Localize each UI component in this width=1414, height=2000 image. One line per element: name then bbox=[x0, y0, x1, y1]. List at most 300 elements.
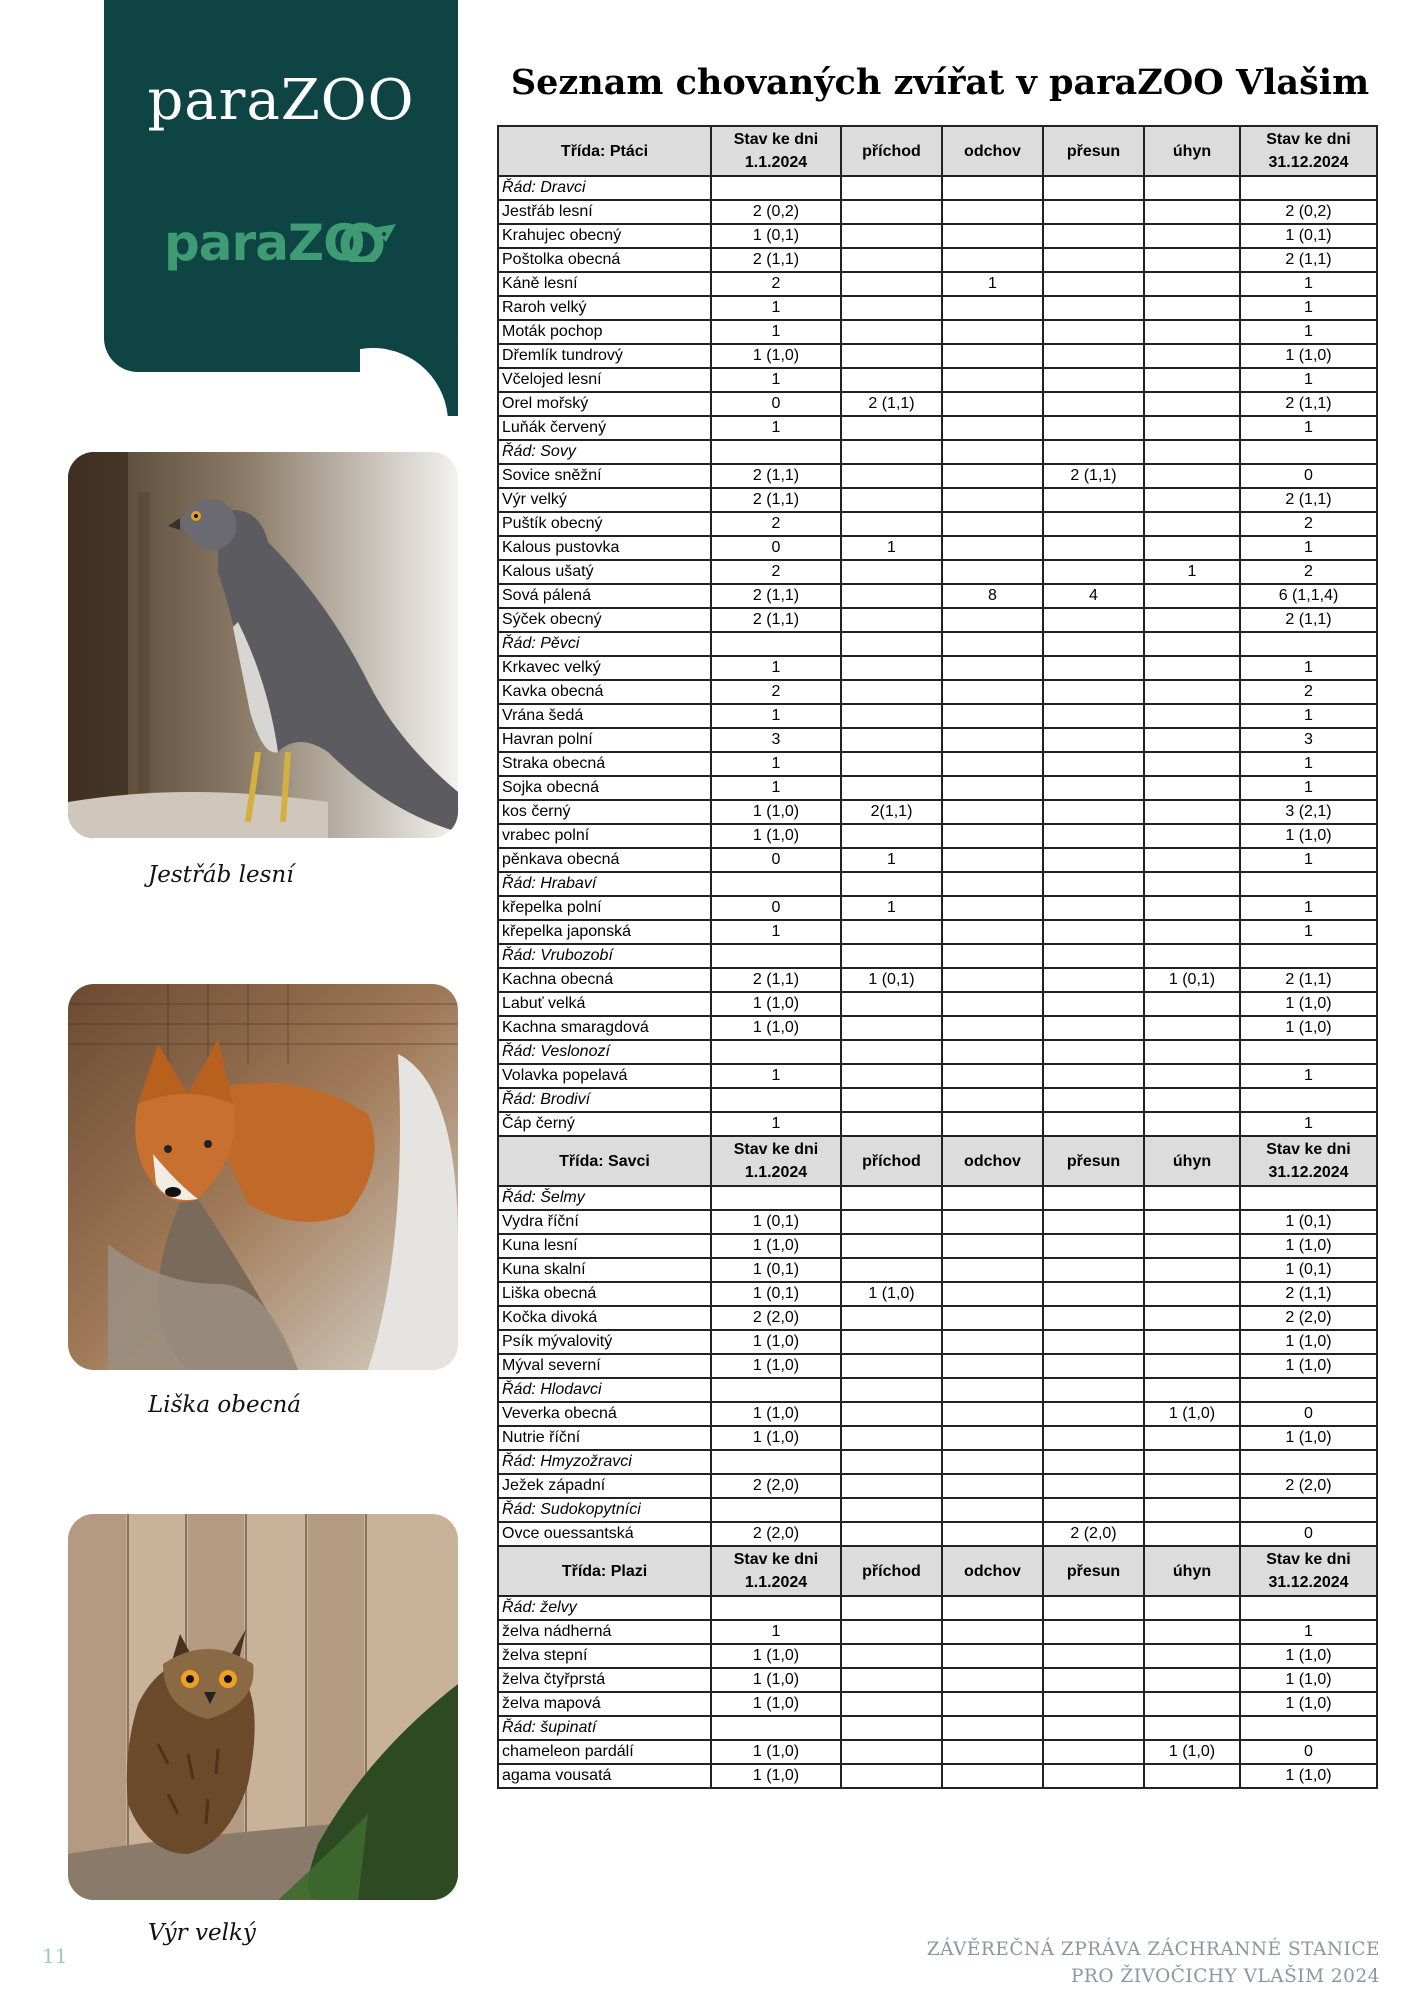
empty-cell bbox=[1144, 1716, 1240, 1740]
count-cell: 1 (1,0) bbox=[1240, 1354, 1377, 1378]
count-cell: 1 (1,0) bbox=[1240, 824, 1377, 848]
table-row bbox=[498, 1740, 1377, 1764]
count-cell bbox=[1043, 1112, 1144, 1136]
count-cell: 1 (1,0) bbox=[1240, 1426, 1377, 1450]
animal-name-cell: Vrána šedá bbox=[498, 704, 711, 728]
count-cell bbox=[1144, 1644, 1240, 1668]
count-cell: 1 bbox=[1240, 848, 1377, 872]
animal-name-cell: křepelka polní bbox=[498, 896, 711, 920]
count-cell bbox=[1043, 896, 1144, 920]
empty-cell bbox=[1043, 440, 1144, 464]
order-row bbox=[498, 176, 1377, 200]
order-name-cell: Řád: Pěvci bbox=[498, 632, 711, 656]
empty-cell bbox=[942, 1186, 1043, 1210]
brand-title: paraZOO bbox=[147, 68, 415, 133]
count-cell bbox=[1144, 680, 1240, 704]
count-cell: 0 bbox=[711, 392, 841, 416]
count-cell bbox=[942, 368, 1043, 392]
count-cell bbox=[1043, 1234, 1144, 1258]
animal-name-cell: želva nádherná bbox=[498, 1620, 711, 1644]
empty-cell bbox=[841, 1040, 942, 1064]
table-row bbox=[498, 584, 1377, 608]
count-cell bbox=[1144, 824, 1240, 848]
count-cell bbox=[942, 224, 1043, 248]
count-cell bbox=[1144, 1258, 1240, 1282]
count-cell: 1 (1,0) bbox=[711, 1668, 841, 1692]
empty-cell bbox=[1240, 944, 1377, 968]
header-uhyn: úhyn bbox=[1144, 1546, 1240, 1596]
animal-name-cell: chameleon pardálí bbox=[498, 1740, 711, 1764]
count-cell: 1 (1,0) bbox=[841, 1282, 942, 1306]
count-cell bbox=[841, 1522, 942, 1546]
empty-cell bbox=[1240, 872, 1377, 896]
count-cell bbox=[1043, 752, 1144, 776]
count-cell: 1 bbox=[711, 1064, 841, 1088]
animal-name-cell: Čáp černý bbox=[498, 1112, 711, 1136]
eagle-owl-caption: Výr velký bbox=[148, 1920, 256, 1946]
empty-cell bbox=[1144, 1040, 1240, 1064]
table-row bbox=[498, 200, 1377, 224]
count-cell: 1 (1,0) bbox=[1144, 1402, 1240, 1426]
count-cell bbox=[1144, 1426, 1240, 1450]
count-cell bbox=[942, 536, 1043, 560]
animal-name-cell: Ježek západní bbox=[498, 1474, 711, 1498]
count-cell bbox=[1043, 1258, 1144, 1282]
order-name-cell: Řád: Hlodavci bbox=[498, 1378, 711, 1402]
count-cell bbox=[1144, 656, 1240, 680]
count-cell: 1 (1,0) bbox=[1240, 344, 1377, 368]
count-cell: 1 bbox=[1240, 896, 1377, 920]
count-cell: 2 (1,1) bbox=[1240, 248, 1377, 272]
count-cell: 4 bbox=[1043, 584, 1144, 608]
header-line: Stav ke dni bbox=[733, 131, 819, 148]
count-cell bbox=[1144, 512, 1240, 536]
table-row bbox=[498, 1354, 1377, 1378]
count-cell: 0 bbox=[1240, 1522, 1377, 1546]
count-cell: 1 (1,0) bbox=[711, 800, 841, 824]
empty-cell bbox=[1043, 1450, 1144, 1474]
empty-cell bbox=[1043, 1716, 1144, 1740]
animal-name-cell: Sovice sněžní bbox=[498, 464, 711, 488]
count-cell: 1 bbox=[1240, 1620, 1377, 1644]
count-cell: 3 (2,1) bbox=[1240, 800, 1377, 824]
order-name-cell: Řád: Vrubozobí bbox=[498, 944, 711, 968]
count-cell: 1 (0,1) bbox=[841, 968, 942, 992]
count-cell: 2 (2,0) bbox=[1043, 1522, 1144, 1546]
count-cell: 8 bbox=[942, 584, 1043, 608]
count-cell bbox=[942, 1306, 1043, 1330]
count-cell: 2 (1,1) bbox=[1240, 488, 1377, 512]
count-cell bbox=[1144, 368, 1240, 392]
header-stav-end bbox=[1240, 1136, 1377, 1186]
count-cell bbox=[1144, 704, 1240, 728]
count-cell bbox=[1144, 776, 1240, 800]
empty-cell bbox=[841, 1088, 942, 1112]
count-cell bbox=[1043, 200, 1144, 224]
animal-name-cell: Kachna obecná bbox=[498, 968, 711, 992]
count-cell: 0 bbox=[711, 848, 841, 872]
empty-cell bbox=[711, 1186, 841, 1210]
count-cell bbox=[841, 272, 942, 296]
table-row bbox=[498, 728, 1377, 752]
empty-cell bbox=[1144, 944, 1240, 968]
count-cell: 1 bbox=[711, 1620, 841, 1644]
order-name-cell: Řád: želvy bbox=[498, 1596, 711, 1620]
animal-name-cell: kos černý bbox=[498, 800, 711, 824]
count-cell: 1 bbox=[841, 896, 942, 920]
table-row bbox=[498, 224, 1377, 248]
count-cell: 1 (1,0) bbox=[1240, 1668, 1377, 1692]
empty-cell bbox=[1144, 440, 1240, 464]
count-cell bbox=[942, 800, 1043, 824]
empty-cell bbox=[711, 872, 841, 896]
count-cell bbox=[841, 1644, 942, 1668]
header-line: Stav ke dni bbox=[1266, 1141, 1351, 1158]
count-cell bbox=[1043, 992, 1144, 1016]
count-cell bbox=[841, 920, 942, 944]
count-cell bbox=[841, 1668, 942, 1692]
header-presun: přesun bbox=[1043, 126, 1144, 176]
count-cell bbox=[942, 512, 1043, 536]
count-cell bbox=[841, 224, 942, 248]
order-name-cell: Řád: Hrabaví bbox=[498, 872, 711, 896]
count-cell bbox=[942, 200, 1043, 224]
order-name-cell: Řád: Sudokopytníci bbox=[498, 1498, 711, 1522]
order-row bbox=[498, 1716, 1377, 1740]
footer bbox=[927, 1936, 1380, 1990]
count-cell: 1 (0,1) bbox=[711, 1210, 841, 1234]
count-cell bbox=[942, 1258, 1043, 1282]
table-row bbox=[498, 1426, 1377, 1450]
header-stav-end bbox=[1240, 1546, 1377, 1596]
count-cell bbox=[942, 1522, 1043, 1546]
header-uhyn: úhyn bbox=[1144, 1136, 1240, 1186]
count-cell bbox=[942, 680, 1043, 704]
count-cell: 2 (1,1) bbox=[1240, 968, 1377, 992]
count-cell: 1 bbox=[1240, 320, 1377, 344]
count-cell: 1 bbox=[711, 1112, 841, 1136]
empty-cell bbox=[1240, 440, 1377, 464]
count-cell: 2 (2,0) bbox=[1240, 1474, 1377, 1498]
count-cell: 2 bbox=[711, 680, 841, 704]
animal-name-cell: Sojka obecná bbox=[498, 776, 711, 800]
count-cell: 1 bbox=[1240, 1112, 1377, 1136]
animal-name-cell: agama vousatá bbox=[498, 1764, 711, 1788]
empty-cell bbox=[1043, 1186, 1144, 1210]
empty-cell bbox=[841, 176, 942, 200]
table-row bbox=[498, 344, 1377, 368]
table-row bbox=[498, 704, 1377, 728]
empty-cell bbox=[1144, 1088, 1240, 1112]
count-cell: 0 bbox=[711, 536, 841, 560]
count-cell bbox=[1144, 392, 1240, 416]
table-row bbox=[498, 1474, 1377, 1498]
table-row bbox=[498, 536, 1377, 560]
count-cell bbox=[1043, 728, 1144, 752]
animal-name-cell: Mýval severní bbox=[498, 1354, 711, 1378]
count-cell bbox=[942, 296, 1043, 320]
count-cell bbox=[1043, 320, 1144, 344]
table-row bbox=[498, 992, 1377, 1016]
count-cell bbox=[1043, 968, 1144, 992]
count-cell: 1 bbox=[711, 368, 841, 392]
footer-line-2: PRO ŽIVOČICHY VLAŠIM 2024 bbox=[1070, 1966, 1380, 1987]
order-name-cell: Řád: Brodiví bbox=[498, 1088, 711, 1112]
header-line: 31.12.2024 bbox=[1268, 1164, 1349, 1181]
count-cell: 0 bbox=[1240, 1740, 1377, 1764]
table-row bbox=[498, 1644, 1377, 1668]
count-cell bbox=[1043, 1740, 1144, 1764]
table-row bbox=[498, 1016, 1377, 1040]
empty-cell bbox=[942, 1596, 1043, 1620]
count-cell bbox=[942, 992, 1043, 1016]
count-cell: 1 bbox=[1240, 368, 1377, 392]
empty-cell bbox=[1043, 1596, 1144, 1620]
count-cell bbox=[1043, 368, 1144, 392]
count-cell: 1 (0,1) bbox=[1240, 1210, 1377, 1234]
animal-name-cell: křepelka japonská bbox=[498, 920, 711, 944]
count-cell bbox=[841, 1426, 942, 1450]
count-cell: 1 (1,0) bbox=[1240, 1330, 1377, 1354]
table-row bbox=[498, 1620, 1377, 1644]
table-row bbox=[498, 656, 1377, 680]
count-cell bbox=[841, 728, 942, 752]
count-cell: 1 bbox=[1240, 536, 1377, 560]
count-cell bbox=[841, 416, 942, 440]
empty-cell bbox=[942, 440, 1043, 464]
animal-name-cell: Výr velký bbox=[498, 488, 711, 512]
table-row bbox=[498, 1330, 1377, 1354]
count-cell: 2 (2,0) bbox=[711, 1522, 841, 1546]
count-cell bbox=[942, 752, 1043, 776]
class-header-row bbox=[498, 126, 1377, 176]
count-cell bbox=[841, 1474, 942, 1498]
count-cell bbox=[1144, 296, 1240, 320]
table-row bbox=[498, 896, 1377, 920]
animal-name-cell: Nutrie říční bbox=[498, 1426, 711, 1450]
empty-cell bbox=[942, 632, 1043, 656]
empty-cell bbox=[1240, 1186, 1377, 1210]
count-cell: 2 (1,1) bbox=[711, 584, 841, 608]
count-cell bbox=[942, 1330, 1043, 1354]
count-cell: 1 (1,0) bbox=[1240, 992, 1377, 1016]
empty-cell bbox=[1043, 872, 1144, 896]
empty-cell bbox=[841, 440, 942, 464]
empty-cell bbox=[1043, 1498, 1144, 1522]
count-cell bbox=[942, 1644, 1043, 1668]
count-cell: 2(1,1) bbox=[841, 800, 942, 824]
count-cell bbox=[1043, 704, 1144, 728]
animal-name-cell: Krkavec velký bbox=[498, 656, 711, 680]
count-cell: 1 bbox=[1240, 656, 1377, 680]
count-cell: 2 bbox=[1240, 512, 1377, 536]
header-prichod: příchod bbox=[841, 1136, 942, 1186]
count-cell bbox=[841, 992, 942, 1016]
count-cell bbox=[1043, 800, 1144, 824]
empty-cell bbox=[1043, 176, 1144, 200]
header-odchov: odchov bbox=[942, 126, 1043, 176]
order-row bbox=[498, 440, 1377, 464]
class-name-cell: Třída: Ptáci bbox=[498, 126, 711, 176]
count-cell bbox=[841, 464, 942, 488]
count-cell: 2 (1,1) bbox=[711, 464, 841, 488]
count-cell bbox=[942, 896, 1043, 920]
count-cell bbox=[841, 200, 942, 224]
footer-line-1: ZÁVĚREČNÁ ZPRÁVA ZÁCHRANNÉ STANICE bbox=[926, 1939, 1380, 1960]
count-cell: 2 bbox=[1240, 560, 1377, 584]
count-cell bbox=[841, 344, 942, 368]
count-cell bbox=[942, 704, 1043, 728]
count-cell: 1 (1,0) bbox=[711, 1764, 841, 1788]
empty-cell bbox=[841, 632, 942, 656]
order-name-cell: Řád: Dravci bbox=[498, 176, 711, 200]
count-cell bbox=[841, 608, 942, 632]
count-cell bbox=[1043, 1402, 1144, 1426]
empty-cell bbox=[1240, 632, 1377, 656]
header-line: Stav ke dni bbox=[733, 1551, 819, 1568]
count-cell bbox=[942, 1354, 1043, 1378]
empty-cell bbox=[841, 872, 942, 896]
count-cell: 1 (0,1) bbox=[711, 1282, 841, 1306]
count-cell bbox=[841, 1064, 942, 1088]
animal-name-cell: Krahujec obecný bbox=[498, 224, 711, 248]
count-cell: 1 bbox=[711, 296, 841, 320]
empty-cell bbox=[1144, 1378, 1240, 1402]
header-stav-start bbox=[711, 126, 841, 176]
count-cell bbox=[1043, 296, 1144, 320]
table-row bbox=[498, 1306, 1377, 1330]
count-cell: 2 (1,1) bbox=[711, 248, 841, 272]
count-cell bbox=[1043, 608, 1144, 632]
count-cell bbox=[1043, 776, 1144, 800]
empty-cell bbox=[1240, 1450, 1377, 1474]
header-line: Stav ke dni bbox=[733, 1141, 819, 1158]
empty-cell bbox=[711, 440, 841, 464]
empty-cell bbox=[1144, 1596, 1240, 1620]
hawk-photo bbox=[68, 452, 458, 838]
animal-name-cell: pěnkava obecná bbox=[498, 848, 711, 872]
count-cell bbox=[942, 1016, 1043, 1040]
empty-cell bbox=[841, 1498, 942, 1522]
order-row bbox=[498, 1186, 1377, 1210]
count-cell bbox=[942, 392, 1043, 416]
table-row bbox=[498, 488, 1377, 512]
order-row bbox=[498, 1088, 1377, 1112]
count-cell: 2 (1,1) bbox=[1043, 464, 1144, 488]
count-cell bbox=[942, 1668, 1043, 1692]
table-row bbox=[498, 1764, 1377, 1788]
count-cell bbox=[942, 1210, 1043, 1234]
order-name-cell: Řád: Hmyzožravci bbox=[498, 1450, 711, 1474]
count-cell: 1 bbox=[711, 704, 841, 728]
count-cell: 1 (1,0) bbox=[711, 1330, 841, 1354]
count-cell bbox=[942, 464, 1043, 488]
count-cell: 1 bbox=[1144, 560, 1240, 584]
count-cell bbox=[841, 1016, 942, 1040]
count-cell: 2 (1,1) bbox=[1240, 1282, 1377, 1306]
count-cell: 1 bbox=[841, 536, 942, 560]
order-row bbox=[498, 1450, 1377, 1474]
count-cell bbox=[841, 1112, 942, 1136]
count-cell: 2 (1,1) bbox=[711, 968, 841, 992]
header-stav-start bbox=[711, 1136, 841, 1186]
empty-cell bbox=[841, 1450, 942, 1474]
table-row bbox=[498, 1234, 1377, 1258]
count-cell bbox=[1144, 1306, 1240, 1330]
count-cell bbox=[841, 1330, 942, 1354]
animal-name-cell: Kachna smaragdová bbox=[498, 1016, 711, 1040]
count-cell: 3 bbox=[711, 728, 841, 752]
table-row bbox=[498, 464, 1377, 488]
count-cell bbox=[942, 1764, 1043, 1788]
animal-name-cell: želva mapová bbox=[498, 1692, 711, 1716]
animal-name-cell: želva stepní bbox=[498, 1644, 711, 1668]
count-cell bbox=[942, 1740, 1043, 1764]
order-row bbox=[498, 1040, 1377, 1064]
count-cell bbox=[841, 1258, 942, 1282]
count-cell: 2 (0,2) bbox=[711, 200, 841, 224]
count-cell bbox=[841, 1306, 942, 1330]
empty-cell bbox=[1043, 944, 1144, 968]
animal-name-cell: Vydra říční bbox=[498, 1210, 711, 1234]
table-row bbox=[498, 800, 1377, 824]
count-cell bbox=[1043, 1668, 1144, 1692]
table-row bbox=[498, 248, 1377, 272]
header-line: Stav ke dni bbox=[1266, 1551, 1351, 1568]
count-cell: 1 (0,1) bbox=[711, 224, 841, 248]
animal-name-cell: Kalous pustovka bbox=[498, 536, 711, 560]
header-stav-start bbox=[711, 1546, 841, 1596]
count-cell bbox=[942, 776, 1043, 800]
count-cell: 1 (1,0) bbox=[1240, 1764, 1377, 1788]
count-cell bbox=[841, 1402, 942, 1426]
count-cell bbox=[1144, 488, 1240, 512]
count-cell bbox=[841, 1764, 942, 1788]
count-cell bbox=[1043, 1620, 1144, 1644]
count-cell bbox=[942, 1064, 1043, 1088]
count-cell: 1 (0,1) bbox=[1144, 968, 1240, 992]
header-line: 1.1.2024 bbox=[744, 154, 808, 171]
count-cell bbox=[1043, 1330, 1144, 1354]
empty-cell bbox=[1144, 1186, 1240, 1210]
count-cell: 2 (2,0) bbox=[711, 1474, 841, 1498]
table-row bbox=[498, 1282, 1377, 1306]
empty-cell bbox=[942, 1450, 1043, 1474]
header-line: 1.1.2024 bbox=[744, 1164, 808, 1181]
count-cell: 1 (1,0) bbox=[711, 1692, 841, 1716]
count-cell bbox=[841, 296, 942, 320]
count-cell bbox=[1043, 224, 1144, 248]
order-row bbox=[498, 1498, 1377, 1522]
brand-panel-tail bbox=[360, 340, 458, 416]
count-cell bbox=[942, 728, 1043, 752]
header-line: 31.12.2024 bbox=[1268, 154, 1349, 171]
order-name-cell: Řád: Šelmy bbox=[498, 1186, 711, 1210]
empty-cell bbox=[841, 944, 942, 968]
count-cell: 1 (1,0) bbox=[711, 1016, 841, 1040]
count-cell: 2 (2,0) bbox=[711, 1306, 841, 1330]
table-row bbox=[498, 560, 1377, 584]
animal-name-cell: Havran polní bbox=[498, 728, 711, 752]
count-cell bbox=[1043, 1064, 1144, 1088]
count-cell bbox=[1043, 416, 1144, 440]
count-cell bbox=[1144, 920, 1240, 944]
empty-cell bbox=[1144, 872, 1240, 896]
count-cell bbox=[942, 344, 1043, 368]
count-cell bbox=[1043, 1474, 1144, 1498]
empty-cell bbox=[841, 1716, 942, 1740]
count-cell bbox=[1043, 512, 1144, 536]
